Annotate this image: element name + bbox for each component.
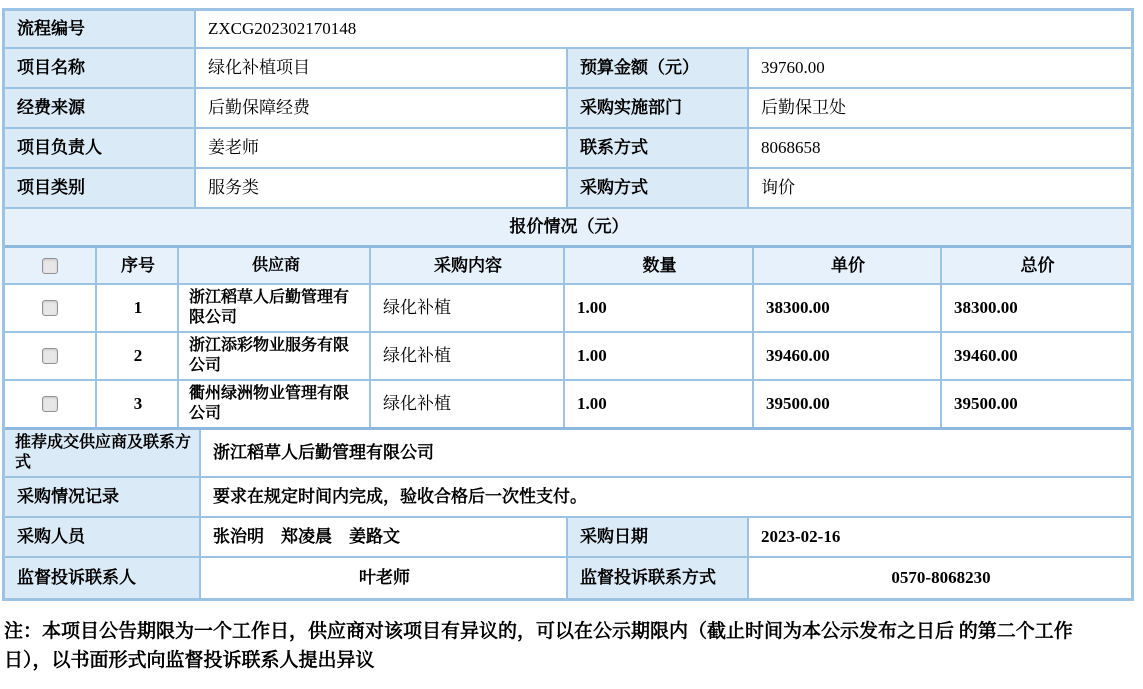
budget-label: 预算金额（元） (566, 49, 747, 87)
quote-content: 绿化补植 (369, 381, 563, 427)
contact-value: 8068658 (747, 129, 1131, 167)
col-header-no: 序号 (95, 248, 177, 283)
col-header-unit-price: 单价 (752, 248, 940, 283)
row-process-number (5, 11, 1131, 47)
select-all-checkbox[interactable] (42, 258, 58, 274)
quote-supplier: 衢州绿洲物业管理有限公司 (177, 381, 369, 427)
row-purchasers (5, 516, 1131, 556)
row-project-category (5, 167, 1131, 207)
quote-no: 3 (95, 381, 177, 427)
supervisor-phone-label: 监督投诉联系方式 (566, 558, 747, 598)
supervisor-phone-value: 0570-8068230 (747, 558, 1131, 598)
supervisor-contact-value: 叶老师 (199, 558, 566, 598)
funding-source-value: 后勤保障经费 (194, 89, 566, 127)
procurement-announcement-table (2, 8, 1134, 601)
row-quote-title (5, 207, 1131, 245)
row-funding-source (5, 87, 1131, 127)
project-name-value: 绿化补植项目 (194, 49, 566, 87)
project-name-label: 项目名称 (5, 49, 194, 87)
quote-row (5, 379, 1131, 427)
purchase-date-label: 采购日期 (566, 518, 747, 556)
row-checkbox[interactable] (42, 396, 58, 412)
quote-qty: 1.00 (563, 333, 752, 379)
purchase-method-value: 询价 (747, 169, 1131, 207)
budget-value: 39760.00 (747, 49, 1131, 87)
purchase-date-value: 2023-02-16 (747, 518, 1131, 556)
quote-qty: 1.00 (563, 381, 752, 427)
quote-section-title: 报价情况（元） (5, 209, 1131, 245)
quote-total: 39500.00 (940, 381, 1131, 427)
row-project-name (5, 47, 1131, 87)
quote-no: 1 (95, 285, 177, 331)
row-recommended-supplier (5, 427, 1131, 476)
row-checkbox[interactable] (42, 348, 58, 364)
quote-unit-price: 39500.00 (752, 381, 940, 427)
quote-supplier: 浙江添彩物业服务有限公司 (177, 333, 369, 379)
col-header-supplier: 供应商 (177, 248, 369, 283)
quote-unit-price: 38300.00 (752, 285, 940, 331)
quote-header-row (5, 245, 1131, 283)
row-supervisor (5, 556, 1131, 598)
quote-total: 38300.00 (940, 285, 1131, 331)
purchasers-value: 张治明 郑凌晨 姜路文 (199, 518, 566, 556)
announcement-note: 注：本项目公告期限为一个工作日，供应商对该项目有异议的，可以在公示期限内（截止时间为本公示发布之日后 的第二个工作日），以书面形式向监督投诉联系人提出异议 (4, 621, 1073, 671)
purchasing-department-value: 后勤保卫处 (747, 89, 1131, 127)
col-header-qty: 数量 (563, 248, 752, 283)
contact-label: 联系方式 (566, 129, 747, 167)
col-header-total: 总价 (940, 248, 1131, 283)
recommended-supplier-value: 浙江稻草人后勤管理有限公司 (199, 430, 1131, 476)
funding-source-label: 经费来源 (5, 89, 194, 127)
quote-total: 39460.00 (940, 333, 1131, 379)
select-all-cell (5, 248, 95, 283)
quote-content: 绿化补植 (369, 333, 563, 379)
quote-content: 绿化补植 (369, 285, 563, 331)
project-leader-value: 姜老师 (194, 129, 566, 167)
quote-row (5, 331, 1131, 379)
process-number-label: 流程编号 (5, 11, 194, 47)
row-project-leader (5, 127, 1131, 167)
project-leader-label: 项目负责人 (5, 129, 194, 167)
process-number-value: ZXCG202302170148 (194, 11, 1131, 47)
row-checkbox-cell (5, 333, 95, 379)
project-category-value: 服务类 (194, 169, 566, 207)
row-checkbox-cell (5, 285, 95, 331)
supervisor-contact-label: 监督投诉联系人 (5, 558, 199, 598)
quote-no: 2 (95, 333, 177, 379)
purchase-record-value: 要求在规定时间内完成，验收合格后一次性支付。 (199, 478, 1131, 516)
quote-row (5, 283, 1131, 331)
purchase-method-label: 采购方式 (566, 169, 747, 207)
quote-unit-price: 39460.00 (752, 333, 940, 379)
quote-qty: 1.00 (563, 285, 752, 331)
project-category-label: 项目类别 (5, 169, 194, 207)
purchase-record-label: 采购情况记录 (5, 478, 199, 516)
quote-supplier: 浙江稻草人后勤管理有限公司 (177, 285, 369, 331)
row-purchase-record (5, 476, 1131, 516)
col-header-content: 采购内容 (369, 248, 563, 283)
row-checkbox[interactable] (42, 300, 58, 316)
purchasers-label: 采购人员 (5, 518, 199, 556)
purchasing-department-label: 采购实施部门 (566, 89, 747, 127)
recommended-supplier-label: 推荐成交供应商及联系方式 (5, 430, 199, 476)
row-checkbox-cell (5, 381, 95, 427)
